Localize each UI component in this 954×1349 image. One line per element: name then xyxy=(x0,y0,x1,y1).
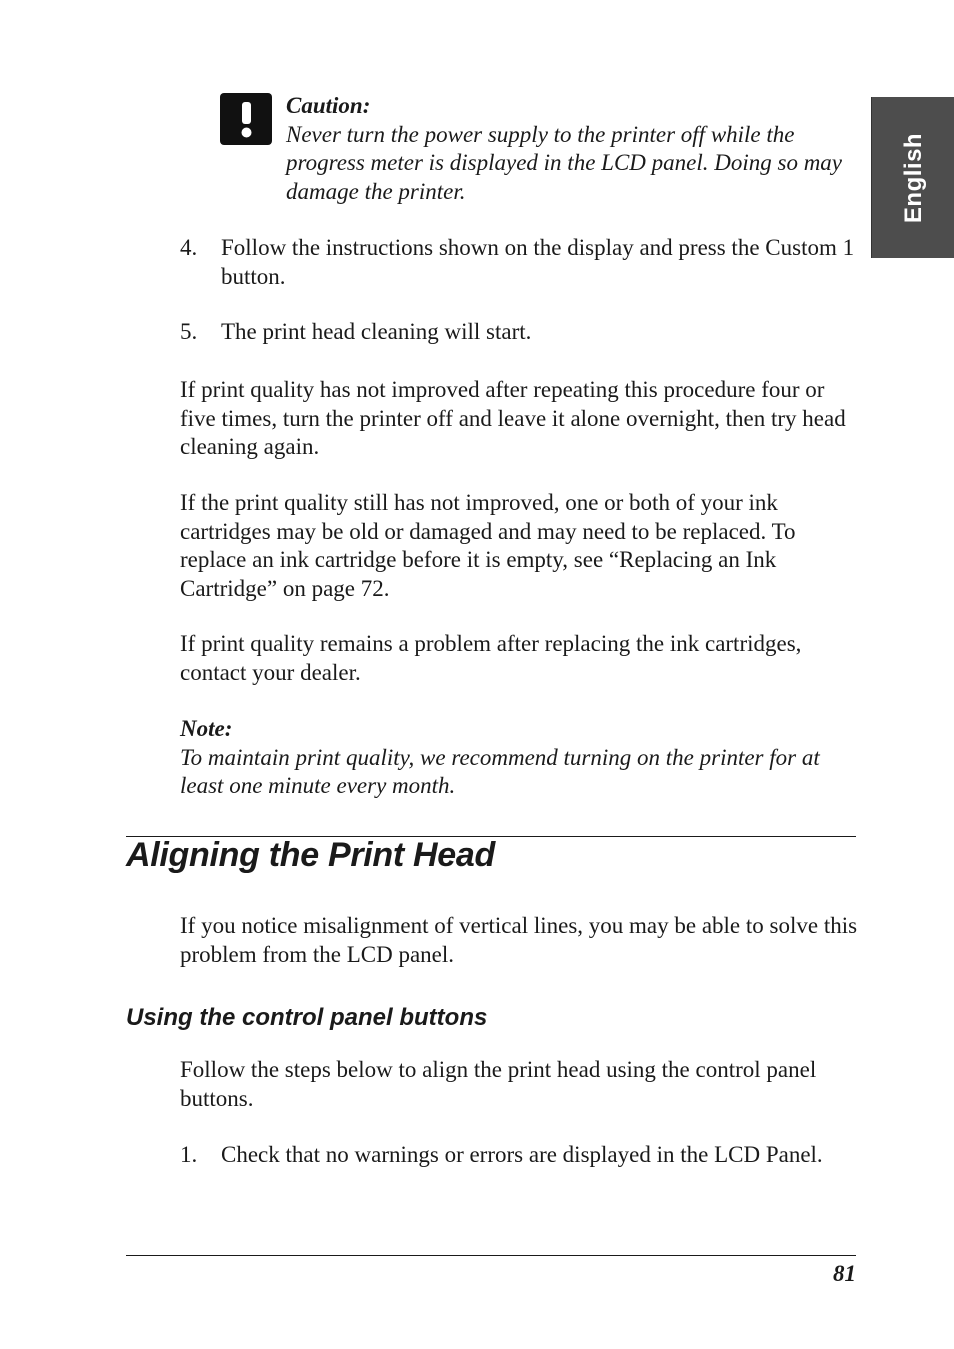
step-number: 1. xyxy=(180,1142,198,1167)
caution-text: Never turn the power supply to the printer off while the progress meter is displayed in the LCD panel. Doing so may damage the printer. xyxy=(286,121,843,204)
step-number: 5. xyxy=(180,319,198,344)
footer-divider xyxy=(126,1255,856,1256)
paragraph: If print quality remains a problem after replacing the ink cartridges, contact your dealer. xyxy=(180,631,802,685)
section-heading: Aligning the Print Head xyxy=(126,836,495,874)
list-item xyxy=(180,1141,860,1170)
language-tab-label: English xyxy=(899,132,927,223)
list-item xyxy=(180,318,860,347)
caution-icon xyxy=(220,93,272,145)
page-number: 81 xyxy=(833,1261,856,1286)
subsection-intro: Follow the steps below to align the print head using the control panel buttons. xyxy=(180,1057,817,1111)
note-title: Note: xyxy=(180,716,233,741)
step-text: Check that no warnings or errors are displayed in the LCD Panel. xyxy=(221,1142,823,1167)
language-tab xyxy=(871,97,954,258)
note-block xyxy=(180,715,860,801)
caution-title: Caution: xyxy=(286,93,371,118)
list-item xyxy=(180,234,860,291)
paragraph: If the print quality still has not improved, one or both of your ink cartridges may be old or damaged and may need to be replaced. To replace an ink cartridge before it is empty, see “Replacing an Ink Cartridge” on page 72. xyxy=(180,490,796,601)
note-text: To maintain print quality, we recommend turning on the printer for at least one minute every month. xyxy=(180,744,820,798)
step-text: The print head cleaning will start. xyxy=(221,319,532,344)
step-text: Follow the instructions shown on the display and press the Custom 1 button. xyxy=(221,235,855,289)
subsection-heading: Using the control panel buttons xyxy=(126,1004,488,1031)
section-intro: If you notice misalignment of vertical lines, you may be able to solve this problem from the LCD panel. xyxy=(180,913,858,967)
step-number: 4. xyxy=(180,235,198,260)
paragraph: If print quality has not improved after repeating this procedure four or five times, turn the printer off and leave it alone overnight, then try head cleaning again. xyxy=(180,377,846,459)
caution-block xyxy=(286,92,861,206)
